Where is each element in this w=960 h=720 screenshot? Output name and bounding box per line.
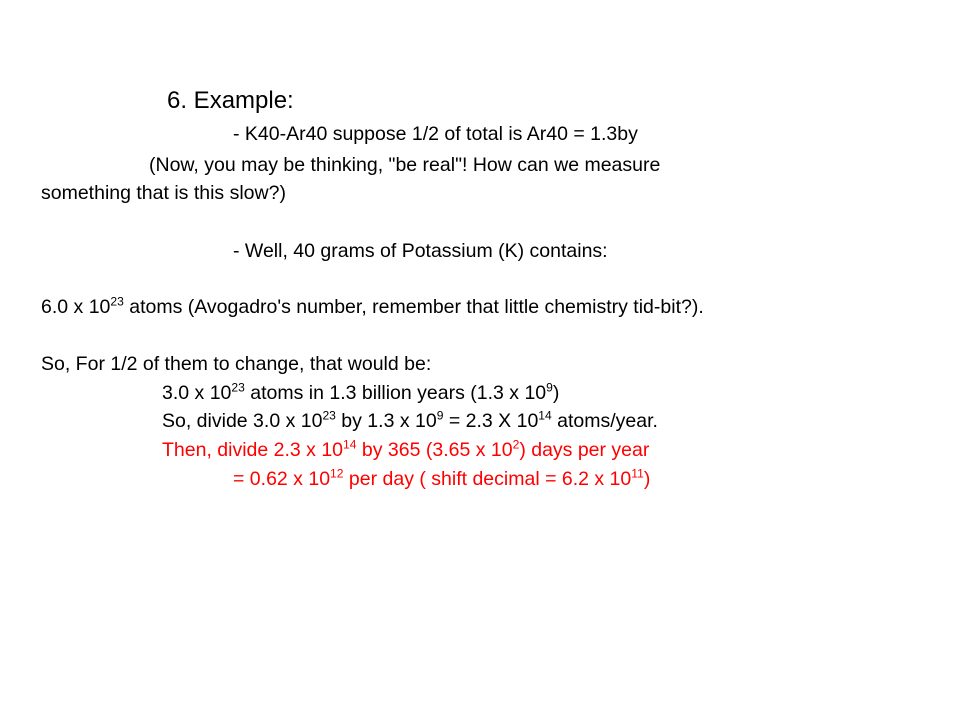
per-day-numerator: Then, divide 2.3 x 10 — [162, 439, 344, 461]
avogadro-exponent: 23 — [110, 294, 124, 309]
per-day-numerator-exponent: 14 — [343, 437, 357, 452]
years-close: ) — [552, 382, 560, 404]
per-day-value: = 0.62 x 10 — [233, 468, 331, 490]
divide-per-day-line — [162, 437, 649, 463]
divide-per-year-line — [162, 408, 658, 434]
avogadro-base: 6.0 x 10 — [41, 296, 111, 318]
atoms-in-billion-years-line — [162, 380, 559, 406]
per-day-value-exponent: 12 — [330, 466, 344, 481]
divide-numerator: So, divide 3.0 x 10 — [162, 410, 323, 432]
per-day-result-line — [233, 466, 650, 492]
atoms-exponent: 23 — [231, 380, 245, 395]
be-real-line-2: something that is this slow?) — [41, 182, 286, 204]
potassium-line: - Well, 40 grams of Potassium (K) contains: — [233, 240, 608, 262]
shift-decimal-close: ) — [643, 468, 651, 490]
per-day-divisor-exponent: 2 — [512, 437, 520, 452]
heading: 6. Example: — [167, 87, 294, 114]
per-day-divisor: by 365 (3.65 x 10 — [356, 439, 513, 461]
years-exponent: 9 — [546, 380, 553, 395]
divide-denominator: by 1.3 x 10 — [335, 410, 437, 432]
years-text: atoms in 1.3 billion years (1.3 x 10 — [244, 382, 547, 404]
divide-result: = 2.3 X 10 — [443, 410, 539, 432]
shift-decimal-exponent: 11 — [631, 466, 644, 481]
avogadro-line — [41, 294, 704, 320]
avogadro-rest: atoms (Avogadro's number, remember that little chemistry tid-bit?). — [123, 296, 704, 318]
k40-ar40-line: - K40-Ar40 suppose 1/2 of total is Ar40 = 1.3by — [233, 123, 638, 145]
divide-result-exponent: 14 — [538, 408, 552, 423]
divide-numerator-exponent: 23 — [322, 408, 336, 423]
divide-denominator-exponent: 9 — [436, 408, 444, 423]
per-day-unit: ) days per year — [519, 439, 650, 461]
divide-unit: atoms/year. — [551, 410, 658, 432]
half-change-line: So, For 1/2 of them to change, that would be: — [41, 353, 432, 375]
be-real-line-1: (Now, you may be thinking, "be real"! How can we measure — [149, 154, 661, 176]
shift-decimal-text: per day ( shift decimal = 6.2 x 10 — [343, 468, 632, 490]
atoms-value: 3.0 x 10 — [162, 382, 232, 404]
